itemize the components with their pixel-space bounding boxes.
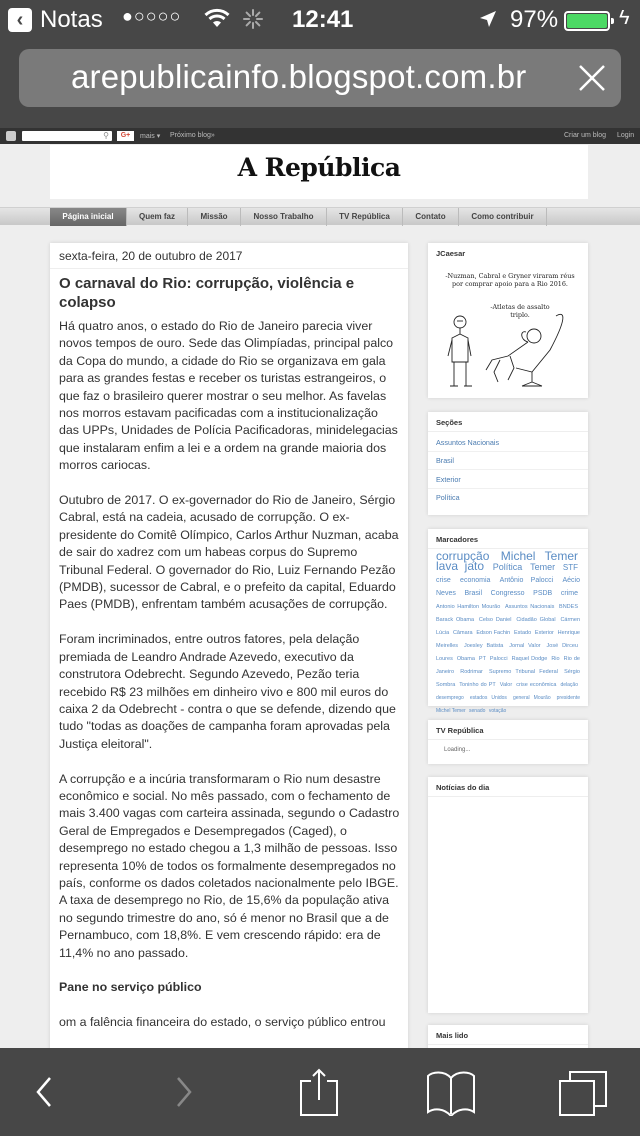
tag-link[interactable]: Temer [530, 562, 561, 572]
tag-link[interactable]: crime [560, 590, 578, 597]
tag-link[interactable]: José Dirceu [546, 643, 578, 649]
divider [428, 431, 588, 432]
tab-contato[interactable]: Contato [403, 208, 459, 226]
tag-link[interactable]: Loures [436, 656, 455, 662]
widget-title: TV República [436, 726, 484, 735]
post-subheading: Pane no serviço público [59, 980, 202, 995]
tag-link[interactable]: general Mourão [512, 695, 555, 701]
google-plus-button[interactable]: G+ [117, 131, 134, 141]
tag-link[interactable]: Assuntos Nacionais [504, 604, 558, 610]
widget-noticias-do-dia [428, 777, 588, 1013]
login-link[interactable]: Login [617, 132, 635, 139]
tag-link[interactable]: desemprego [436, 695, 468, 701]
back-icon[interactable] [20, 1068, 70, 1116]
wifi-icon [204, 8, 230, 28]
widget-tv-republica [428, 720, 588, 764]
tag-link[interactable]: Obama [456, 656, 477, 662]
cartoon-image[interactable] [438, 270, 580, 392]
divider [428, 469, 588, 470]
tag-link[interactable]: Antonio Hamilton Mourão [436, 604, 503, 610]
tag-link[interactable]: Jornal Valor [509, 643, 545, 649]
signal-strength-icon: ●○○○○ [122, 6, 182, 26]
cartoon-drawing-icon [438, 310, 580, 392]
tag-link[interactable]: PSDB [533, 590, 559, 597]
tag-link[interactable]: Joesley Batista [463, 643, 508, 649]
tabs-icon[interactable] [558, 1068, 608, 1116]
section-link-politica[interactable]: Política [436, 493, 460, 502]
blog-post [50, 243, 408, 1063]
blogger-logo-icon[interactable] [6, 131, 16, 141]
tag-link[interactable]: Congresso [490, 590, 532, 597]
status-bar [0, 0, 640, 40]
browser-toolbar [0, 1048, 640, 1136]
divider [428, 796, 588, 797]
tag-link[interactable]: Sérgio Sombra [436, 669, 580, 688]
browser-chrome-top [0, 0, 640, 128]
tag-link[interactable]: BNDES [559, 604, 578, 610]
divider [428, 451, 588, 452]
tab-quem-faz[interactable]: Quem faz [127, 208, 188, 226]
widget-marcadores [428, 529, 588, 714]
post-paragraph: Outubro de 2017. O ex-governador do Rio de Janeiro, Sérgio Cabral, está na cadeia, acusado de corrupção. O ex-presidente do Comitê Olímpico, Carlos Arthur Nuzman, acaba de sair do xadrez com um habeas corpus do Supremo Tribunal Federal. O governador do Rio, Luiz Fernando Pezão (PMDB), sucessor de Cabral, e o prefeito da capital, Eduardo Paes (PMDB), enfrentam também acusações de corrupção. [59, 493, 399, 612]
tag-link[interactable]: corrupção [436, 549, 499, 563]
post-paragraph: Foram incriminados, entre outros fatores, pela delação premiada de Leandro Andrade Azevedo, executivo da construtora Odebrecht. Segundo Azevedo, Pezão teria recebido R$ 23 milhões em dinheiro vivo e 800 mil euros do caixa 2 da Odebrecht - contra o que se defende, dizendo que tudo "todas as doações de campanha foram aprovadas pela Justiça eleitoral". [59, 632, 396, 751]
tag-link[interactable]: Palocci [489, 656, 510, 662]
loading-text: Loading... [444, 747, 471, 753]
widget-title: Notícias do dia [436, 783, 490, 792]
tag-link[interactable]: crise [436, 577, 459, 584]
tag-link[interactable]: crise econômica [516, 682, 559, 688]
search-icon[interactable]: ⚲ [103, 131, 109, 140]
tag-link[interactable]: Rio de Janeiro [436, 656, 580, 675]
tag-link[interactable]: Celso Daniel [478, 617, 515, 623]
bookmarks-icon[interactable] [426, 1068, 476, 1116]
divider [428, 739, 588, 740]
tag-link[interactable]: Antônio Palocci [499, 577, 561, 584]
cartoon-caption: -Nuzman, Cabral e Gryner viraram réus por comprar apoio para a Rio 2016. [445, 272, 575, 288]
widget-title: Mais lido [436, 1031, 469, 1040]
forward-icon[interactable] [158, 1068, 208, 1116]
tag-link[interactable]: Barack Obama [436, 617, 477, 623]
tab-pagina-inicial[interactable]: Página inicial [50, 208, 127, 226]
share-icon[interactable] [293, 1068, 343, 1116]
post-paragraph: Há quatro anos, o estado do Rio de Janeiro parecia viver novos tempos de ouro. Sede das Olimpíadas, principal palco da Copa do mundo, a cidade do Rio se organizava em gala para as grandes festas e receber os turistas estrangeiros, o que faz o brasileiro querer mostrar o seu melhor. As favelas nos morros estavam pacificadas com a institucionalização das UPPs, Unidades de Polícia Pacificadoras, minidelegacias que instalaram enfim a lei e a ordem na grande maioria dos morros cariocas. [59, 319, 398, 473]
divider [428, 488, 588, 489]
next-blog-link[interactable]: Próximo blog» [170, 132, 215, 139]
section-link-assuntos-nacionais[interactable]: Assuntos Nacionais [436, 438, 500, 447]
widget-title: Marcadores [436, 535, 479, 544]
tag-link[interactable]: PT [478, 656, 488, 662]
widget-title: JCaesar [436, 249, 466, 258]
post-date: sexta-feira, 20 de outubro de 2017 [59, 249, 243, 263]
tag-link[interactable]: Rio [551, 656, 562, 662]
tag-link[interactable]: votação [488, 708, 507, 714]
tab-como-contribuir[interactable]: Como contribuir [459, 208, 547, 226]
tag-link[interactable]: Rodrimar [460, 669, 488, 675]
divider [50, 268, 408, 269]
post-title[interactable]: O carnaval do Rio: corrupção, violência e colapso [59, 275, 355, 311]
divider [428, 1044, 588, 1045]
tag-link[interactable]: senado [469, 708, 487, 714]
battery-percent: 97% [510, 6, 559, 33]
post-paragraph: om a falência financeira do estado, o serviço público entrou [59, 1015, 386, 1030]
post-paragraph: A corrupção e a incúria transformaram o Rio num desastre econômico e social. No mês passado, com o fechamento de mais 3.400 vagas com carteira assinada, segundo o Cadastro Geral de Empregados e Desempregados (Caged), o desemprego no estado chegou a 1,3 milhão de pessoas. Isso representa 10% de todos os formalmente desempregados no país, conforme os dados coletados nacionalmente pelo IBGE. A taxa de desemprego no Rio, de 15,6% da população ativa no segundo trimestre do ano, só é menor no Brasil que a de Pernambuco, com 18,8%. E vem crescendo rápido: era de 11,4% no ano passado. [59, 771, 400, 960]
blogger-navbar [0, 128, 640, 144]
tab-missao[interactable]: Missão [188, 208, 241, 226]
tag-link[interactable]: Cármen Lúcia [436, 617, 580, 636]
tag-link[interactable]: Estado [514, 630, 533, 636]
widget-title: Seções [436, 418, 463, 427]
post-body [59, 318, 401, 1049]
close-icon[interactable] [577, 63, 607, 93]
url-text[interactable]: arepublicainfo.blogspot.com.br [71, 58, 527, 95]
section-link-brasil[interactable]: Brasil [436, 456, 454, 465]
tag-link[interactable]: STF [562, 563, 579, 572]
tag-link[interactable]: Brasil [464, 590, 489, 597]
blog-header [50, 145, 588, 199]
tab-nosso-trabalho[interactable]: Nosso Trabalho [241, 208, 327, 226]
tag-link[interactable]: Câmara [452, 630, 475, 636]
section-link-exterior[interactable]: Exterior [436, 475, 461, 484]
tag-cloud [436, 551, 580, 716]
tag-link[interactable]: Exterior [534, 630, 556, 636]
tag-link[interactable]: Supremo Tribunal Federal [489, 669, 563, 675]
tag-link[interactable]: estados Unidos [469, 695, 511, 701]
activity-spinner-icon [242, 8, 264, 30]
cartoon-caption: -Atletas de assalto triplo. [490, 303, 550, 319]
tag-link[interactable]: Henrique Meirelles [436, 630, 580, 649]
tag-link[interactable]: delação [560, 682, 578, 688]
blog-logo[interactable]: A República [237, 153, 401, 182]
tag-link[interactable]: Toninho do PT [459, 682, 498, 688]
tag-link[interactable]: Aécio Neves [436, 577, 580, 597]
create-blog-link[interactable]: Criar um blog [564, 132, 607, 139]
more-menu[interactable]: mais ▾ [140, 133, 161, 140]
tag-link[interactable]: lava jato [436, 559, 491, 573]
back-app-label[interactable]: Notas [40, 6, 103, 33]
location-arrow-icon [478, 9, 498, 29]
widget-jcaesar [428, 243, 588, 398]
battery-icon [564, 11, 610, 31]
back-to-app-icon[interactable]: ‹ [8, 8, 32, 32]
tag-link[interactable]: Edson Fachin [476, 630, 512, 636]
blog-search-input[interactable] [22, 131, 112, 141]
address-bar[interactable] [19, 49, 621, 107]
clock: 12:41 [292, 6, 354, 33]
tab-tv-republica[interactable]: TV República [327, 208, 403, 226]
widget-secoes [428, 412, 588, 515]
tag-link[interactable]: Michel Temer [500, 549, 578, 563]
page-tabs [0, 207, 640, 225]
tag-link[interactable]: Política [492, 562, 529, 572]
tag-link[interactable]: presidente Michel Temer [436, 695, 580, 714]
tag-link[interactable]: Cidadão Global [516, 617, 559, 623]
charging-bolt-icon: ϟ [619, 7, 630, 29]
tag-link[interactable]: Valor [499, 682, 515, 688]
tag-link[interactable]: Raquel Dodge [511, 656, 550, 662]
tag-link[interactable]: economia [460, 577, 498, 584]
